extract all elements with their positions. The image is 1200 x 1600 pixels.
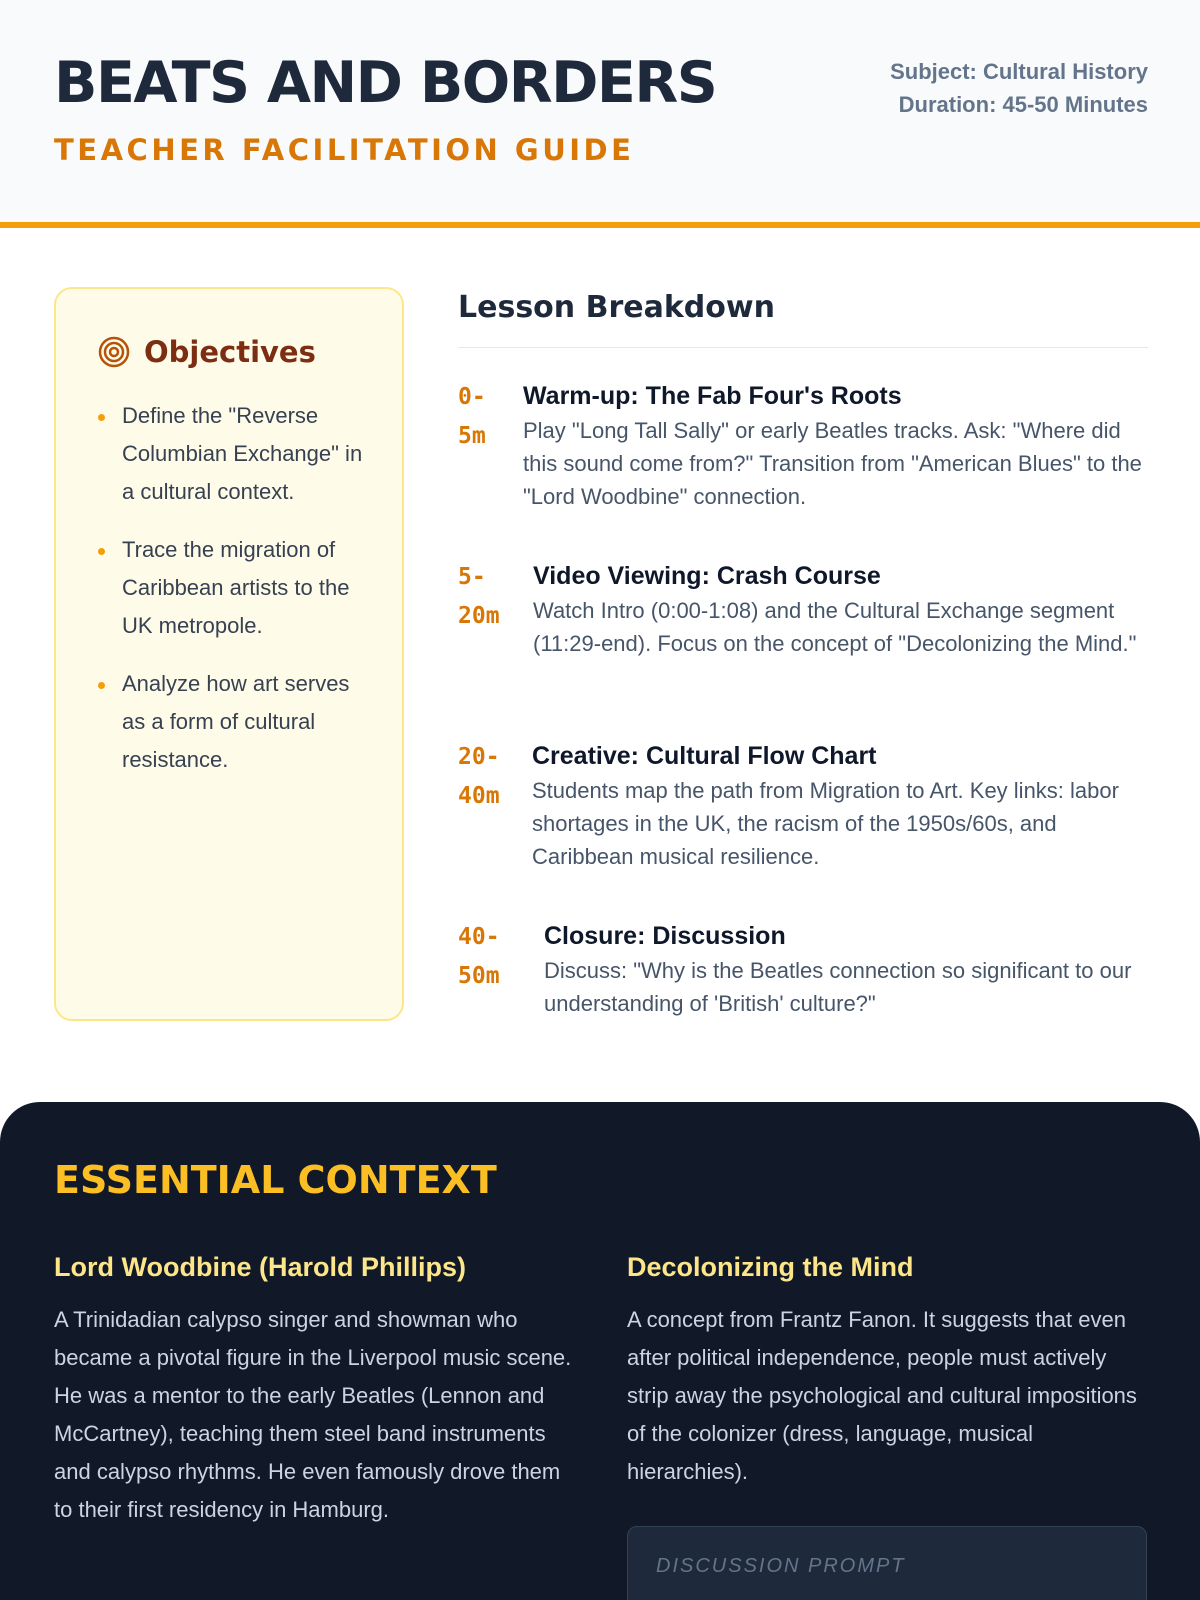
objective-text: Analyze how art serves as a form of cultural resistance. (122, 671, 350, 772)
step-name: Creative: Cultural Flow Chart (532, 742, 877, 770)
step-body (532, 738, 1152, 873)
objective-item (98, 531, 378, 645)
context-heading: Decolonizing the Mind (627, 1252, 914, 1282)
objective-text: Trace the migration of Caribbean artists to the UK metropole. (122, 537, 350, 638)
step-name: Closure: Discussion (544, 922, 786, 950)
bullet-icon (98, 414, 105, 421)
page-subtitle: TEACHER FACILITATION GUIDE (54, 133, 635, 167)
lesson-step (458, 738, 1152, 873)
lesson-step (458, 918, 1164, 1020)
step-time: 20- 40m (458, 744, 500, 809)
bullet-icon (98, 548, 105, 555)
target-icon (98, 336, 130, 368)
step-time: 5- 20m (458, 564, 500, 629)
context-text: A Trinidadian calypso singer and showman who became a pivotal figure in the Liverpool music scene. He was a mentor to the early Beatles (Lennon and McCartney), teaching them steel band instruments and calypso rhythms. He even famously drove them to their first residency in Hamburg. (54, 1307, 572, 1522)
step-description: Watch Intro (0:00-1:08) and the Cultural Exchange segment (11:29-end). Focus on the concept of "Decolonizing the Mind." (533, 598, 1137, 656)
objectives-header (98, 335, 316, 369)
step-description: Play "Long Tall Sally" or early Beatles tracks. Ask: "Where did this sound come from?" Transition from "American Blues" to the "Lord Woodbine" connection. (523, 418, 1142, 509)
objective-item (98, 665, 378, 779)
step-name: Video Viewing: Crash Course (533, 562, 881, 590)
objective-text: Define the "Reverse Columbian Exchange" in a cultural context. (122, 403, 363, 504)
bullet-icon (98, 682, 105, 689)
step-body (533, 558, 1153, 660)
lesson-step (458, 378, 1143, 513)
page-header (0, 0, 1200, 228)
context-text: A concept from Frantz Fanon. It suggests that even after political independence, people must actively strip away the psychological and cultural impositions of the colonizer (dress, language, musical hierarchies). (627, 1307, 1137, 1484)
page-title: BEATS AND BORDERS (54, 50, 717, 116)
objective-item (98, 397, 378, 511)
divider (458, 347, 1148, 348)
step-body (523, 378, 1143, 513)
context-column-woodbine (54, 1252, 574, 1529)
step-description: Discuss: "Why is the Beatles connection so significant to our understanding of 'British' culture?" (544, 958, 1132, 1016)
duration-label: Duration: 45-50 Minutes (898, 92, 1148, 117)
context-heading: Lord Woodbine (Harold Phillips) (54, 1252, 466, 1282)
context-column-decolonizing (627, 1252, 1147, 1491)
step-name: Warm-up: The Fab Four's Roots (523, 382, 902, 410)
objectives-title: Objectives (144, 335, 316, 369)
step-description: Students map the path from Migration to Art. Key links: labor shortages in the UK, the racism of the 1950s/60s, and Caribbean musical resilience. (532, 778, 1119, 869)
lesson-step (458, 558, 1153, 660)
objectives-card (54, 287, 404, 1021)
discussion-prompt-box (627, 1526, 1147, 1600)
lesson-breakdown-title: Lesson Breakdown (458, 290, 775, 325)
step-time: 0- 5m (458, 384, 486, 449)
essential-context-section (0, 1102, 1200, 1600)
discussion-prompt-label: DISCUSSION PROMPT (656, 1555, 906, 1577)
subject-label: Subject: Cultural History (890, 59, 1148, 84)
objectives-list (98, 397, 378, 799)
step-time: 40- 50m (458, 924, 500, 989)
step-body (544, 918, 1164, 1020)
essential-context-title: ESSENTIAL CONTEXT (54, 1158, 497, 1202)
lesson-meta (890, 55, 1148, 121)
